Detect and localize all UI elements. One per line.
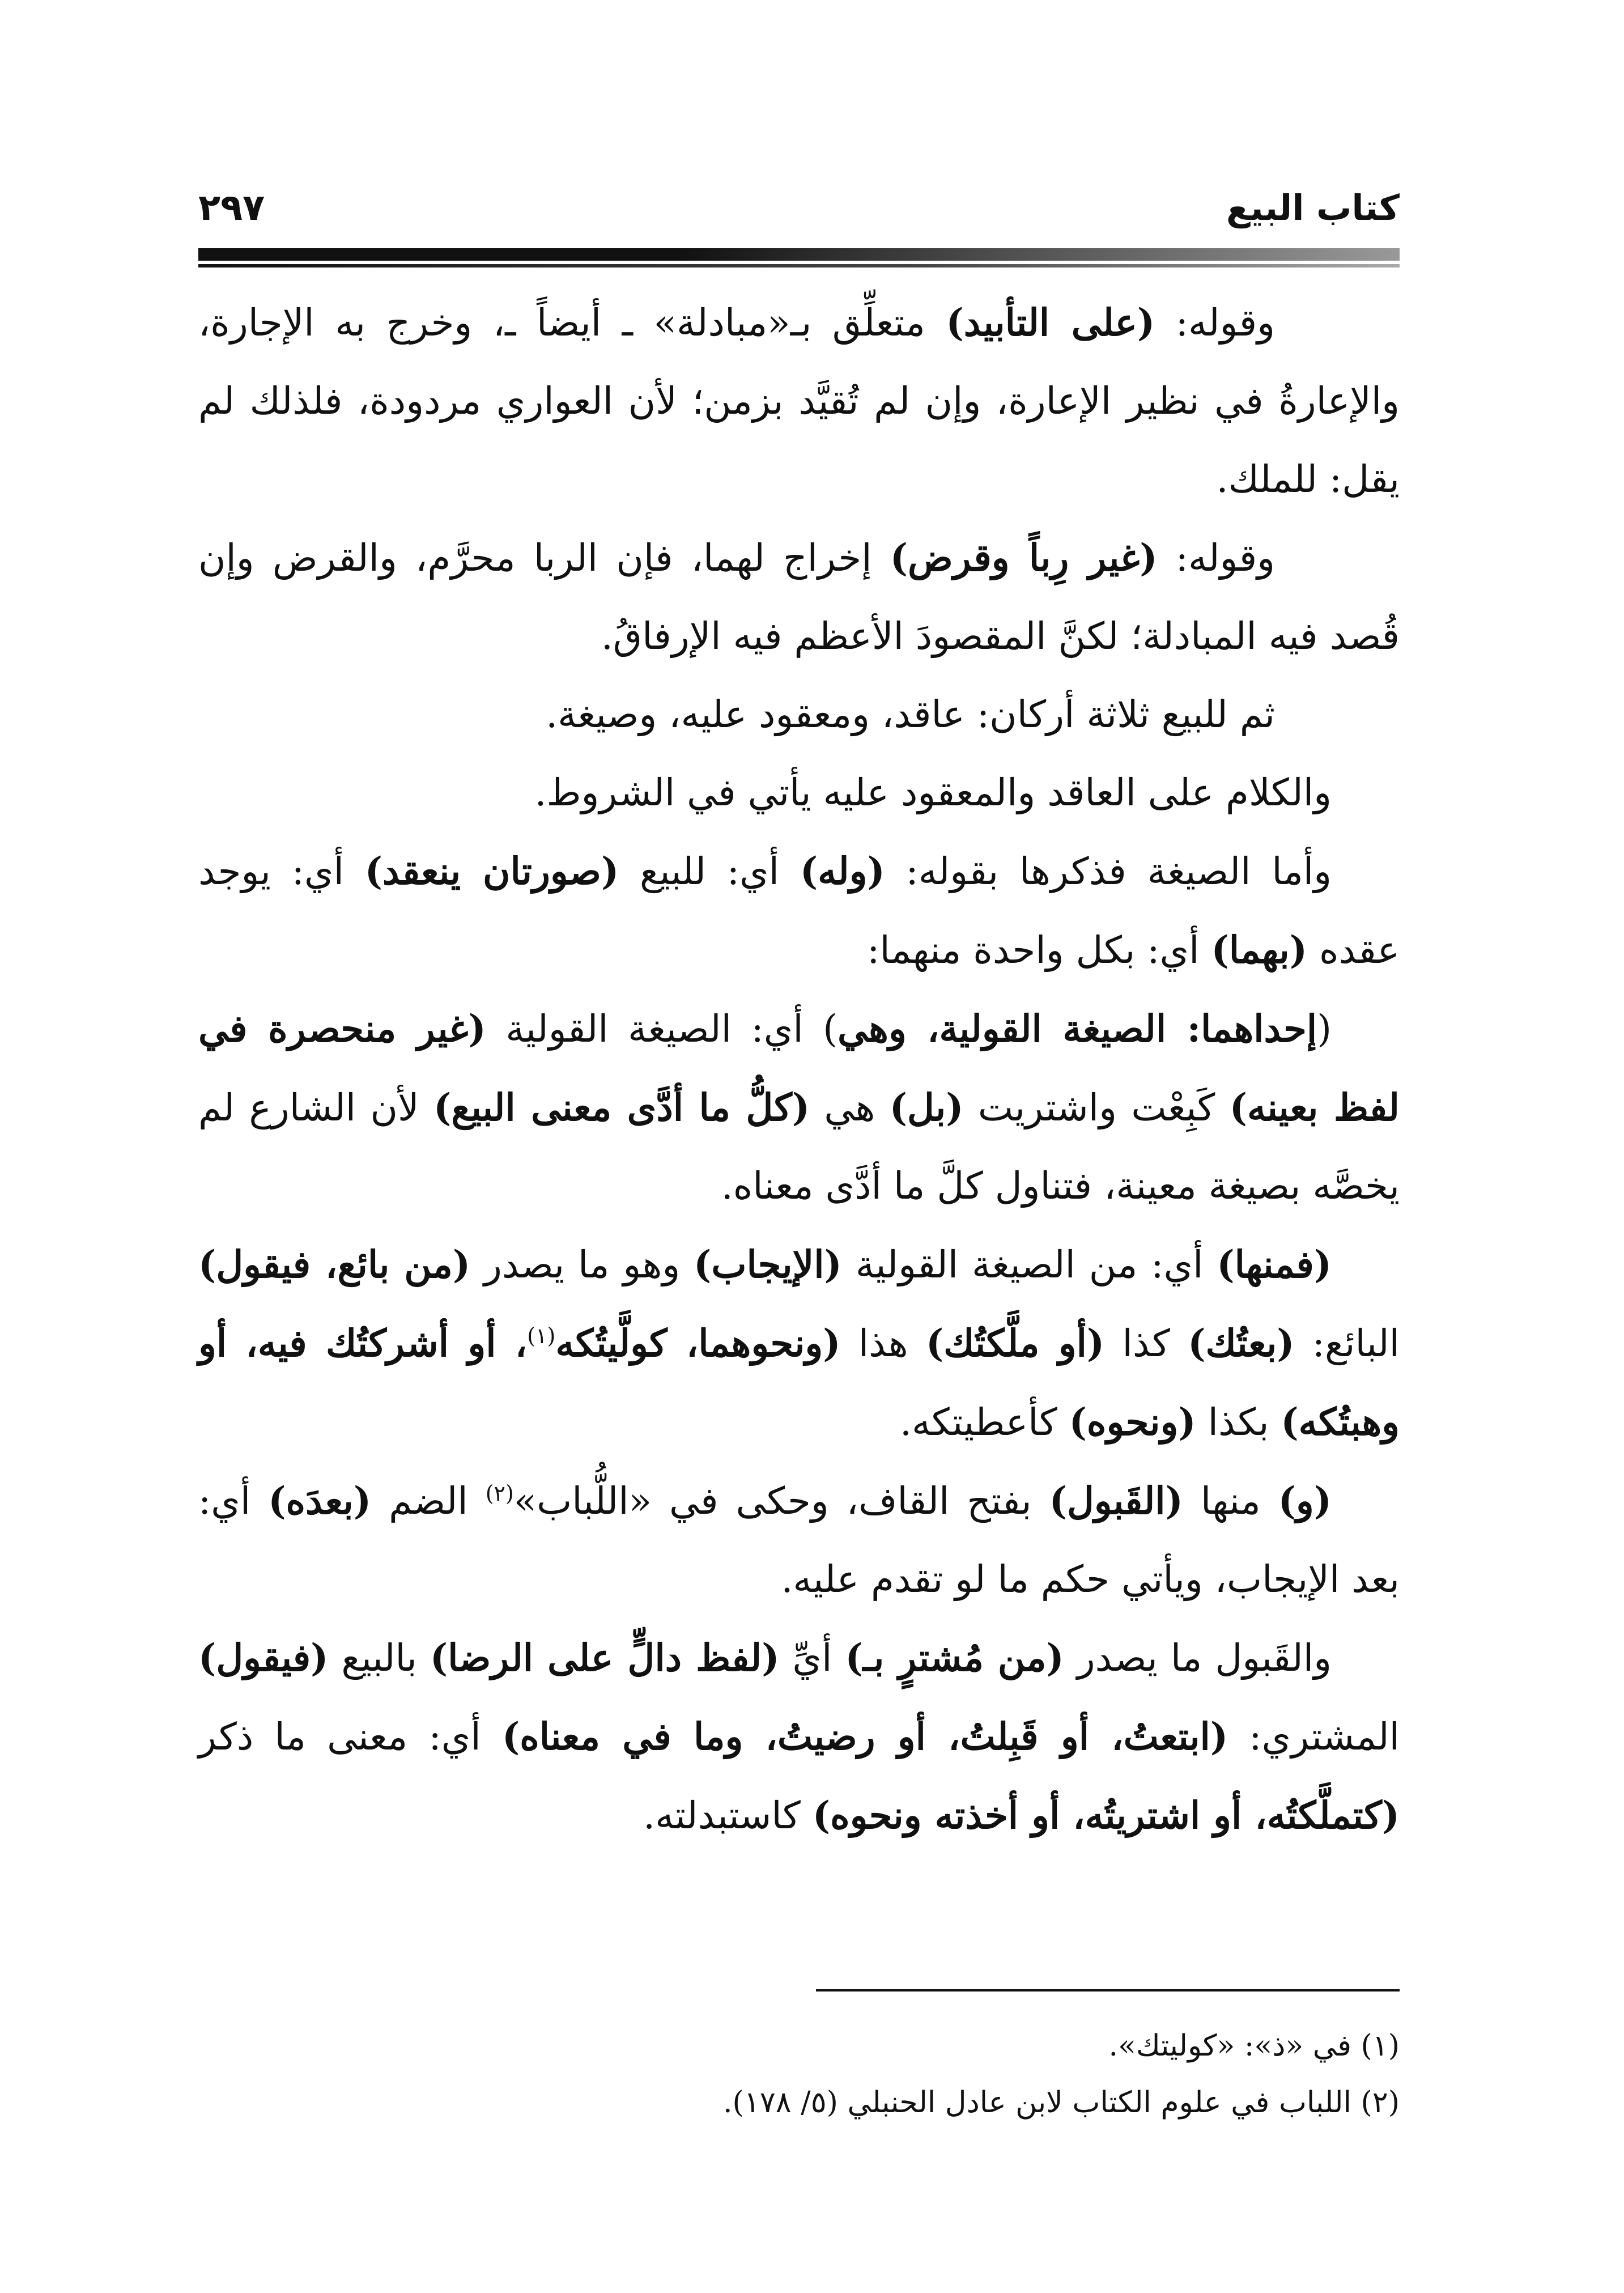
- running-title: كتاب البيع: [1226, 187, 1400, 228]
- footnote-ref-1[interactable]: (١): [527, 1323, 556, 1348]
- footnotes: [198, 2018, 1400, 2131]
- paragraph-8: (و) منها (القَبول) بفتح القاف، وحكى في «اللُّباب»$^{(٢)}$ الضم (بعدَه) أي: بعد الإيجاب، ويأتي حكم ما لو تقدم عليه.: [198, 1479, 1400, 1601]
- footnote-1: (١) في «ذ»: «كوليتك».: [1108, 2029, 1400, 2063]
- paragraph-1: وقوله: (على التأبيد) متعلِّق بـ«مبادلة» ـ أيضاً ـ، وخرج به الإجارة، والإعارةُ في نظير الإعارة، وإن لم تُقيَّد بزمن؛ لأن العواري مردودة، فلذلك لم يقل: للملك.: [198, 300, 1400, 501]
- paragraph-9: والقَبول ما يصدر (من مُشترٍ بـ) أيِّ (لفظ دالٍّ على الرضا) بالبيع (فيقول) المشتري: (ابتعتُ، أو قَبِلتُ، أو رضيتُ، وما في معناه) أي: معنى ما ذكر (كتملَّكتُه، أو اشتريتُه، أو أخذته ونحوه) كاستبدلته.: [198, 1636, 1400, 1837]
- footnote-separator: [816, 1989, 1400, 1991]
- main-text: [198, 283, 1400, 1855]
- footnote-2: (٢) اللباب في علوم الكتاب لابن عادل الحنبلي (٥/ ١٧٨).: [723, 2086, 1400, 2120]
- header-rule-thin: [198, 264, 1400, 267]
- paragraph-5: وأما الصيغة فذكرها بقوله: (وله) أي: للبيع (صورتان ينعقد) أي: يوجد عقده (بهما) أي: بكل واحدة منهما:: [198, 849, 1400, 972]
- footnote-ref-2[interactable]: (٢): [485, 1481, 514, 1506]
- page-header: [198, 187, 1400, 232]
- page-number: ٢٩٧: [198, 187, 265, 229]
- paragraph-7: (فمنها) أي: من الصيغة القولية (الإيجاب) وهو ما يصدر (من بائع، فيقول) البائع: (بعتُك) كذا (أو ملَّكتُك) هذا (ونحوهما، كولَّيتُكه$^{(١)}$، أو أشركتُك فيه، أو وهبتُكه) بكذا (ونحوه) كأعطيتكه.: [198, 1242, 1400, 1444]
- paragraph-4: والكلام على العاقد والمعقود عليه يأتي في الشروط.: [534, 771, 1332, 814]
- header-rule: [198, 248, 1400, 261]
- paragraph-2: وقوله: (غير رِباً وقرض) إخراج لهما، فإن الربا محرَّم، والقرض وإن قُصد فيه المبادلة؛ لكنَّ المقصودَ الأعظم فيه الإرفاقُ.: [198, 536, 1400, 658]
- paragraph-3: ثم للبيع ثلاثة أركان: عاقد، ومعقود عليه، وصيغة.: [546, 693, 1275, 736]
- paragraph-6: (إحداهما: الصيغة القولية، وهي) أي: الصيغة القولية (غير منحصرة في لفظ بعينه) كَبِعْت واشتريت (بل) هي (كلُّ ما أدَّى معنى البيع) لأن الشارع لم يخصَّه بصيغة معينة، فتناول كلَّ ما أدَّى معناه.: [198, 1007, 1400, 1208]
